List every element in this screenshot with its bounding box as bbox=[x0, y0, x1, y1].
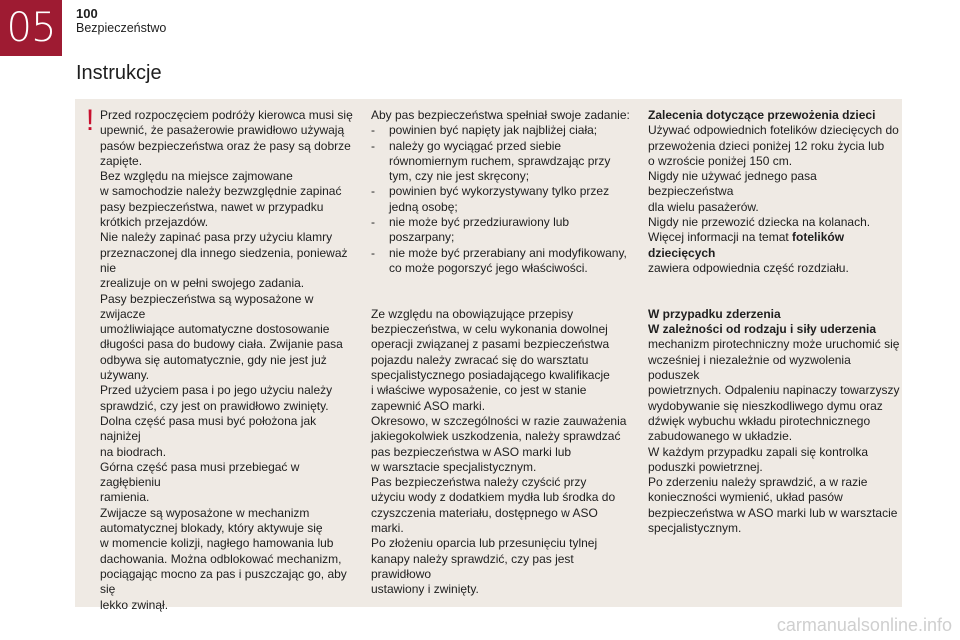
text-line: jakiegokolwiek uszkodzenia, należy sprawdzać bbox=[371, 429, 621, 444]
text-line: mechanizm pirotechniczny może uruchomić się bbox=[648, 337, 900, 352]
text-line: powietrznych. Odpaleniu napinaczy towarzyszy bbox=[648, 383, 900, 398]
text-line: krótkich przejazdów. bbox=[100, 215, 209, 230]
text-line: specjalistycznego posiadającego kwalifikacje bbox=[371, 368, 610, 383]
requirements-list bbox=[371, 123, 631, 276]
text-line: na biodrach. bbox=[100, 444, 167, 459]
text-line: konieczności wymienić, układ pasów bbox=[648, 490, 843, 505]
list-item-line: tym, czy nie jest skręcony; bbox=[389, 169, 530, 184]
text-line: lekko zwinął. bbox=[100, 597, 169, 612]
text-line: pasy bezpieczeństwa, nawet w przypadku bbox=[100, 199, 324, 214]
reference-link: fotelików dziecięcych bbox=[648, 230, 845, 260]
text-line: zabudowanego w układzie. bbox=[648, 429, 793, 444]
text-line: Dolna część pasa musi być położona jak najniżej bbox=[100, 413, 317, 444]
column-children-and-collision bbox=[648, 108, 902, 536]
maintenance-text bbox=[371, 307, 631, 598]
page-number: 100 bbox=[76, 6, 98, 21]
text-line: wcześniej i niezależnie od wyzwolenia poduszek bbox=[648, 352, 851, 383]
text-line: i właściwe wyposażenie, co jest w stanie bbox=[371, 383, 587, 398]
list-item-line: co może pogorszyć jego właściwości. bbox=[389, 260, 588, 275]
text-line: pojazdu należy zwracać się do warsztatu bbox=[371, 352, 589, 367]
text-line: Nigdy nie używać jednego pasa bezpieczeństwa bbox=[648, 169, 817, 199]
impact-heading: W zależności od rodzaju i siły uderzenia bbox=[648, 322, 877, 337]
list-item-text bbox=[389, 139, 631, 185]
text-line: pas bezpieczeństwa w ASO marki lub bbox=[371, 444, 572, 459]
list-item-text bbox=[389, 215, 631, 246]
exclamation-icon: ! bbox=[85, 104, 95, 137]
text-line: Okresowo, w szczególności w razie zauważenia bbox=[371, 413, 627, 428]
list-item-text bbox=[389, 123, 631, 138]
text-line: używany. bbox=[100, 368, 150, 383]
list-item-line: nie może być przedziurawiony lub poszarpany; bbox=[389, 215, 570, 245]
text-line: Ze względu na obowiązujące przepisy bbox=[371, 306, 574, 321]
list-item bbox=[371, 184, 631, 215]
text-line: umożliwiające automatyczne dostosowanie bbox=[100, 322, 330, 337]
text-line: w warsztacie specjalistycznym. bbox=[371, 459, 537, 474]
text-line: Po zderzeniu należy sprawdzić, a w razie bbox=[648, 475, 868, 490]
text-line: długości pasa do budowy ciała. Zwijanie pasa bbox=[100, 337, 343, 352]
text-line: przeznaczonej dla innego siedzenia, ponieważ nie bbox=[100, 245, 348, 275]
text-line: automatycznej blokady, który aktywuje się bbox=[100, 521, 323, 536]
list-item-line: powinien być wykorzystywany tylko przez bbox=[389, 184, 610, 199]
column-safety-belt-usage bbox=[100, 108, 354, 613]
text-line: sprawdzić, czy jest on prawidłowo zwinięty. bbox=[100, 398, 329, 413]
collision-text bbox=[648, 337, 902, 536]
text-line: Bez względu na miejsce zajmowane bbox=[100, 169, 293, 184]
text-line: zapewnić ASO marki. bbox=[371, 398, 486, 413]
text-line: bezpieczeństwa w ASO marki lub w warsztacie bbox=[648, 505, 898, 520]
list-item bbox=[371, 123, 631, 138]
list-item bbox=[371, 246, 631, 277]
text-line: bezpieczeństwa, w celu wykonania dowolnej bbox=[371, 322, 608, 337]
text-line: Górna część pasa musi przebiegać w zagłębieniu bbox=[100, 459, 300, 490]
list-item-text bbox=[389, 184, 631, 215]
text-line: w momencie kolizji, nagłego hamowania lub bbox=[100, 536, 334, 551]
list-item bbox=[371, 215, 631, 246]
text-line: pasów bezpieczeństwa oraz że pasy są dobrze bbox=[100, 138, 351, 153]
watermark: carmanualsonline.info bbox=[776, 615, 952, 635]
text-line: operacji związanej z pasami bezpieczeństwa bbox=[371, 337, 610, 352]
text-line: odbywa się automatycznie, gdy nie jest już bbox=[100, 352, 327, 367]
text-line: Pas bezpieczeństwa należy czyścić przy bbox=[371, 475, 587, 490]
list-item bbox=[371, 139, 631, 185]
text-line: wydobywanie się nieszkodliwego dymu oraz bbox=[648, 398, 883, 413]
text-line: dźwięk wybuchu wkładu pirotechnicznego bbox=[648, 413, 871, 428]
list-item-line: powinien być napięty jak najbliżej ciała; bbox=[389, 123, 598, 138]
list-dash: - bbox=[371, 123, 375, 138]
text-line: Pasy bezpieczeństwa są wyposażone w zwijacze bbox=[100, 291, 314, 321]
text-line: czyszczenia materiału, dostępnego w ASO marki. bbox=[371, 505, 598, 536]
list-item-text bbox=[389, 246, 631, 277]
column-belt-requirements bbox=[371, 108, 631, 598]
text-line: upewnić, że pasażerowie prawidłowo używają bbox=[100, 123, 345, 138]
text-line: kanapy należy sprawdzić, czy pas jest prawidłowo bbox=[371, 551, 574, 581]
list-dash: - bbox=[371, 215, 375, 230]
text-line: ustawiony i zwinięty. bbox=[371, 582, 479, 597]
children-reference bbox=[648, 230, 902, 261]
text-line: W każdym przypadku zapali się kontrolka bbox=[648, 444, 869, 459]
list-item-line: jedną osobę; bbox=[389, 199, 458, 214]
text-line: zrealizuje on w pełni swojego zadania. bbox=[100, 276, 305, 291]
text-line: Przed rozpoczęciem podróży kierowca musi się bbox=[100, 108, 353, 122]
text-line: Po złożeniu oparcia lub przesunięciu tylnej bbox=[371, 536, 598, 551]
list-dash: - bbox=[371, 245, 375, 260]
text-line: ramienia. bbox=[100, 490, 150, 505]
text-line: dla wielu pasażerów. bbox=[648, 199, 759, 214]
page-title: Instrukcje bbox=[76, 62, 162, 84]
list-item-line: nie może być przerabiany ani modyfikowany, bbox=[389, 245, 627, 260]
reference-suffix: zawiera odpowiednia część rozdziału. bbox=[648, 260, 849, 275]
text-line: użyciu wody z dodatkiem mydła lub środka do bbox=[371, 490, 616, 505]
text-line: Używać odpowiednich fotelików dziecięcych do bbox=[648, 123, 899, 138]
text-line: Zwijacze są wyposażone w mechanizm bbox=[100, 505, 310, 520]
text-line: Przed użyciem pasa i po jego użyciu należy bbox=[100, 383, 333, 398]
text-line: pociągając mocno za pas i puszczając go, aby się bbox=[100, 566, 347, 597]
text-line: specjalistycznym. bbox=[648, 521, 742, 536]
list-item-line: równomiernym ruchem, sprawdzając przy bbox=[389, 153, 611, 168]
list-dash: - bbox=[371, 184, 375, 199]
chapter-tab: 05 bbox=[0, 0, 62, 56]
text-line: poduszki powietrznej. bbox=[648, 459, 763, 474]
column2-intro: Aby pas bezpieczeństwa spełniał swoje zadanie: bbox=[371, 108, 630, 122]
collision-heading: W przypadku zderzenia bbox=[648, 306, 781, 321]
text-line: przewożenia dzieci poniżej 12 roku życia lub bbox=[648, 138, 885, 153]
text-line: o wzroście poniżej 150 cm. bbox=[648, 153, 793, 168]
list-item-line: należy go wyciągać przed siebie bbox=[389, 138, 562, 153]
children-text bbox=[648, 123, 902, 230]
text-line: dachowania. Można odblokować mechanizm, bbox=[100, 551, 342, 566]
text-line: Nigdy nie przewozić dziecka na kolanach. bbox=[648, 215, 871, 230]
text-line: w samochodzie należy bezwzględnie zapinać bbox=[100, 184, 342, 199]
list-dash: - bbox=[371, 138, 375, 153]
children-heading: Zalecenia dotyczące przewożenia dzieci bbox=[648, 108, 876, 122]
text-line: Nie należy zapinać pasa przy użyciu klamry bbox=[100, 230, 333, 245]
text-line: zapięte. bbox=[100, 153, 143, 168]
reference-prefix: Więcej informacji na temat bbox=[648, 230, 793, 245]
section-name: Bezpieczeństwo bbox=[76, 21, 167, 35]
